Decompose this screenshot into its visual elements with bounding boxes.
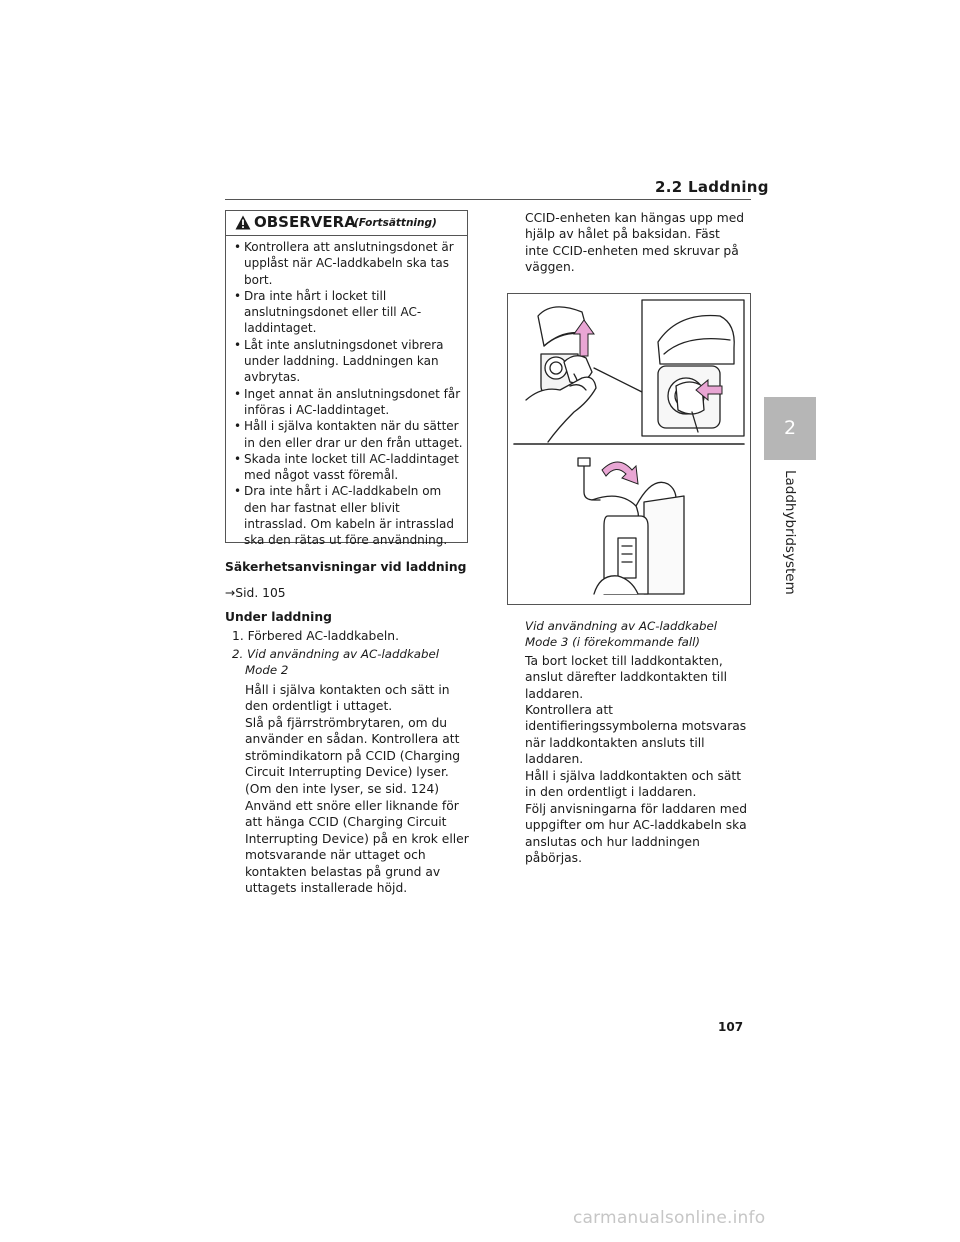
warning-box: [225, 210, 468, 548]
chapter-title-text: Laddhybridsystem: [782, 470, 798, 595]
chapter-title: [764, 470, 816, 595]
mode-3-paragraph-2: Kontrollera att identifieringssymbolerna motsvaras när laddkontakten ansluts till laddaren.: [525, 703, 747, 767]
step-2-paragraph-2: Slå på fjärrströmbrytaren, om du använder en sådan. Kontrollera att strömindikatorn på CCID (Charging Circuit Interrupting Device) lyser. (Om den inte lyser, se sid. 124): [245, 716, 461, 796]
step-1: 1. Förbered AC-laddkabeln.: [232, 629, 400, 643]
section-title: 2.2 Laddning: [655, 178, 769, 196]
step-2-title: [232, 647, 439, 678]
page-number: 107: [718, 1020, 744, 1034]
warning-item: • Dra inte hårt i locket till anslutningsdonet eller till AC-laddintaget.: [234, 288, 464, 337]
step-2-paragraph-1: Håll i själva kontakten och sätt in den ordentligt i uttaget.: [245, 683, 450, 714]
charging-illustration-drawing: [508, 294, 750, 604]
ccid-hanging-note: CCID-enheten kan hängas upp med hjälp av hålet på baksidan. Fäst inte CCID-enheten med skruvar på väggen.: [525, 211, 745, 275]
step-2-title-line1: 2. Vid användning av AC-laddkabel: [232, 647, 440, 661]
watermark: carmanualsonline.info: [573, 1208, 766, 1228]
warning-item: • Låt inte anslutningsdonet vibrera under laddning. Laddningen kan avbrytas.: [234, 337, 464, 386]
mode-3-title-line2: Mode 3 (i förekommande fall): [525, 635, 701, 649]
warning-item: • Inget annat än anslutningsdonet får införas i AC-laddintaget.: [234, 386, 464, 419]
mode-3-paragraph-4: Följ anvisningarna för laddaren med uppgifter om hur AC-laddkabeln ska anslutas och hur laddningen påbörjas.: [525, 802, 748, 866]
warning-item: • Skada inte locket till AC-laddintaget med något vasst föremål.: [234, 451, 464, 484]
mode-3-title: [525, 618, 717, 650]
warning-list: [234, 239, 464, 549]
header-divider: [225, 199, 751, 200]
warning-item: • Håll i själva kontakten när du sätter in den eller drar ur den från uttaget.: [234, 418, 464, 451]
chapter-tab[interactable]: 2: [764, 397, 816, 460]
mode-3-paragraph-1: Ta bort locket till laddkontakten, anslut därefter laddkontakten till laddaren.: [525, 654, 728, 701]
charging-illustration: [507, 293, 751, 605]
warning-continued: (Fortsättning): [354, 217, 437, 229]
mode-3-title-line1: Vid användning av AC-laddkabel: [525, 619, 718, 633]
warning-triangle-icon: [235, 215, 251, 230]
safety-reference-link[interactable]: →Sid. 105: [225, 586, 286, 600]
step-2-paragraph-3: Använd ett snöre eller liknande för att hänga CCID (Charging Circuit Interrupting Device) på en krok eller motsvarande när uttaget och kontakten belastas på grund av uttagets installerade höjd.: [245, 799, 469, 896]
warning-header: [226, 211, 467, 236]
warning-item: • Kontrollera att anslutningsdonet är upplåst när AC-laddkabeln ska tas bort.: [234, 239, 464, 288]
safety-heading: Säkerhetsanvisningar vid laddning: [225, 560, 467, 574]
mode-3-paragraph-3: Håll i själva laddkontakten och sätt in den ordentligt i laddaren.: [525, 769, 742, 800]
step-2-title-line2: Mode 2: [245, 662, 289, 677]
warning-item: • Dra inte hårt i AC-laddkabeln om den har fastnat eller blivit intrasslad. Om kabeln är intrasslad ska den rätas ut före användning.: [234, 483, 464, 548]
warning-title: OBSERVERA: [254, 213, 356, 231]
during-charging-heading: Under laddning: [225, 610, 332, 624]
